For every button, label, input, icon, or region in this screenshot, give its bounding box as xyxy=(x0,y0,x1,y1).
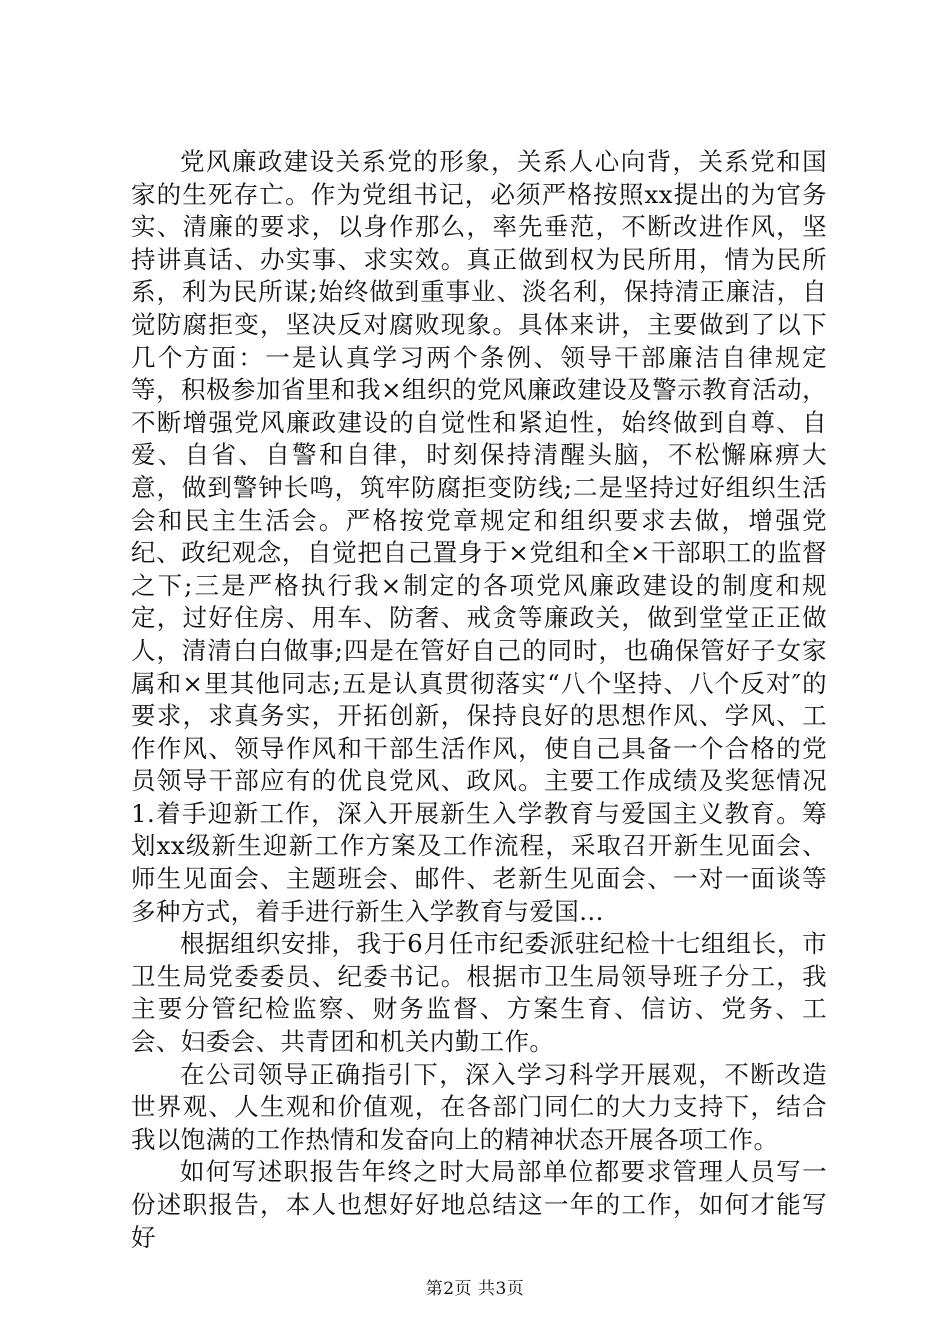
document-body xyxy=(131,146,827,1254)
paragraph-2: 根据组织安排，我于6月任市纪委派驻纪检十七组组长，市卫生局党委委员、纪委书记。根据市卫生局领导班子分工，我主要分管纪检监察、财务监督、方案生育、信访、党务、工会、妇委会、共青团和机关内勤工作。 xyxy=(131,929,827,1057)
page-footer: 第2页 共3页 xyxy=(425,1279,525,1299)
paragraph-3: 在公司领导正确指引下，深入学习科学开展观，不断改造世界观、人生观和价值观，在各部门同仁的大力支持下，结合我以饱满的工作热情和发奋向上的精神状态开展各项工作。 xyxy=(131,1059,827,1154)
paragraph-1: 党风廉政建设关系党的形象，关系人心向背，关系党和国家的生死存亡。作为党组书记，必须严格按照xx提出的为官务实、清廉的要求，以身作那么，率先垂范，不断改进作风，坚持讲真话、办实事、求实效。真正做到权为民所用，情为民所系，利为民所谋;始终做到重事业、淡名利，保持清正廉洁，自觉防腐拒变，坚决反对腐败现象。具体来讲，主要做到了以下几个方面：一是认真学习两个条例、领导干部廉洁自律规定等，积极参加省里和我×组织的党风廉政建设及警示教育活动，不断增强党风廉政建设的自觉性和紧迫性，始终做到自尊、自爱、自省、自警和自律，时刻保持清醒头脑，不松懈麻痹大意，做到警钟长鸣，筑牢防腐拒变防线;二是坚持过好组织生活会和民主生活会。严格按党章规定和组织要求去做，增强党纪、政纪观念，自觉把自己置身于×党组和全×干部职工的监督之下;三是严格执行我×制定的各项党风廉政建设的制度和规定，过好住房、用车、防奢、戒贪等廉政关，做到堂堂正正做人，清清白白做事;四是在管好自己的同时，也确保管好子女家属和×里其他同志;五是认真贯彻落实“八个坚持、八个反对″的要求，求真务实，开拓创新，保持良好的思想作风、学风、工作作风、领导作风和干部生活作风，使自己具备一个合格的党员领导干部应有的优良党风、政风。主要工作成绩及奖惩情况1.着手迎新工作，深入开展新生入学教育与爱国主义教育。筹划xx级新生迎新工作方案及工作流程，采取召开新生见面会、师生见面会、主题班会、邮件、老新生见面会、一对一面谈等多种方式，着手进行新生入学教育与爱国... xyxy=(131,147,827,926)
paragraph-4: 如何写述职报告年终之时大局部单位都要求管理人员写一份述职报告，本人也想好好地总结这一年的工作，如何才能写好 xyxy=(131,1157,827,1252)
